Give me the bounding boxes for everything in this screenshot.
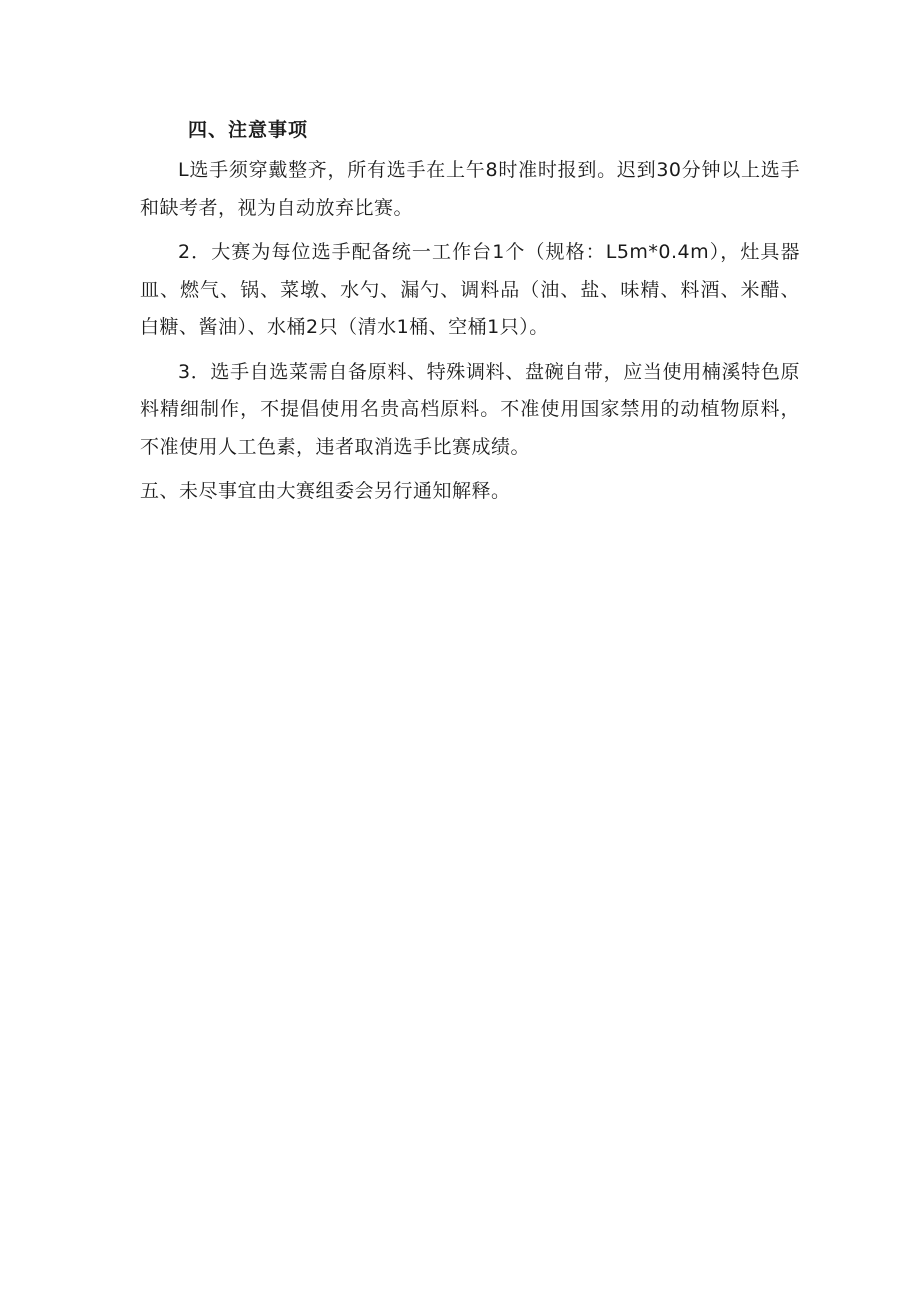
section-five-text: 五、未尽事宜由大赛组委会另行通知解释。	[140, 480, 511, 502]
section-heading-notes: 四、注意事项	[188, 119, 309, 141]
note-item-2: 2．大赛为每位选手配备统一工作台1个（规格：L5m*0.4m），灶具器皿、燃气、锅、菜墩、水勺、漏勺、调料品（油、盐、味精、料酒、米醋、白糖、酱油）、水桶2只（清水1桶、空桶1只）。	[140, 241, 800, 338]
note-item-3: 3．选手自选菜需自备原料、特殊调料、盘碗自带，应当使用楠溪特色原料精细制作，不提倡使用名贵高档原料。不准使用国家禁用的动植物原料，不准使用人工色素，违者取消选手比赛成绩。	[140, 360, 800, 458]
document-body	[140, 112, 800, 511]
note-item-1: L选手须穿戴整齐，所有选手在上午8时准时报到。迟到30分钟以上选手和缺考者，视为自动放弃比赛。	[140, 159, 800, 219]
